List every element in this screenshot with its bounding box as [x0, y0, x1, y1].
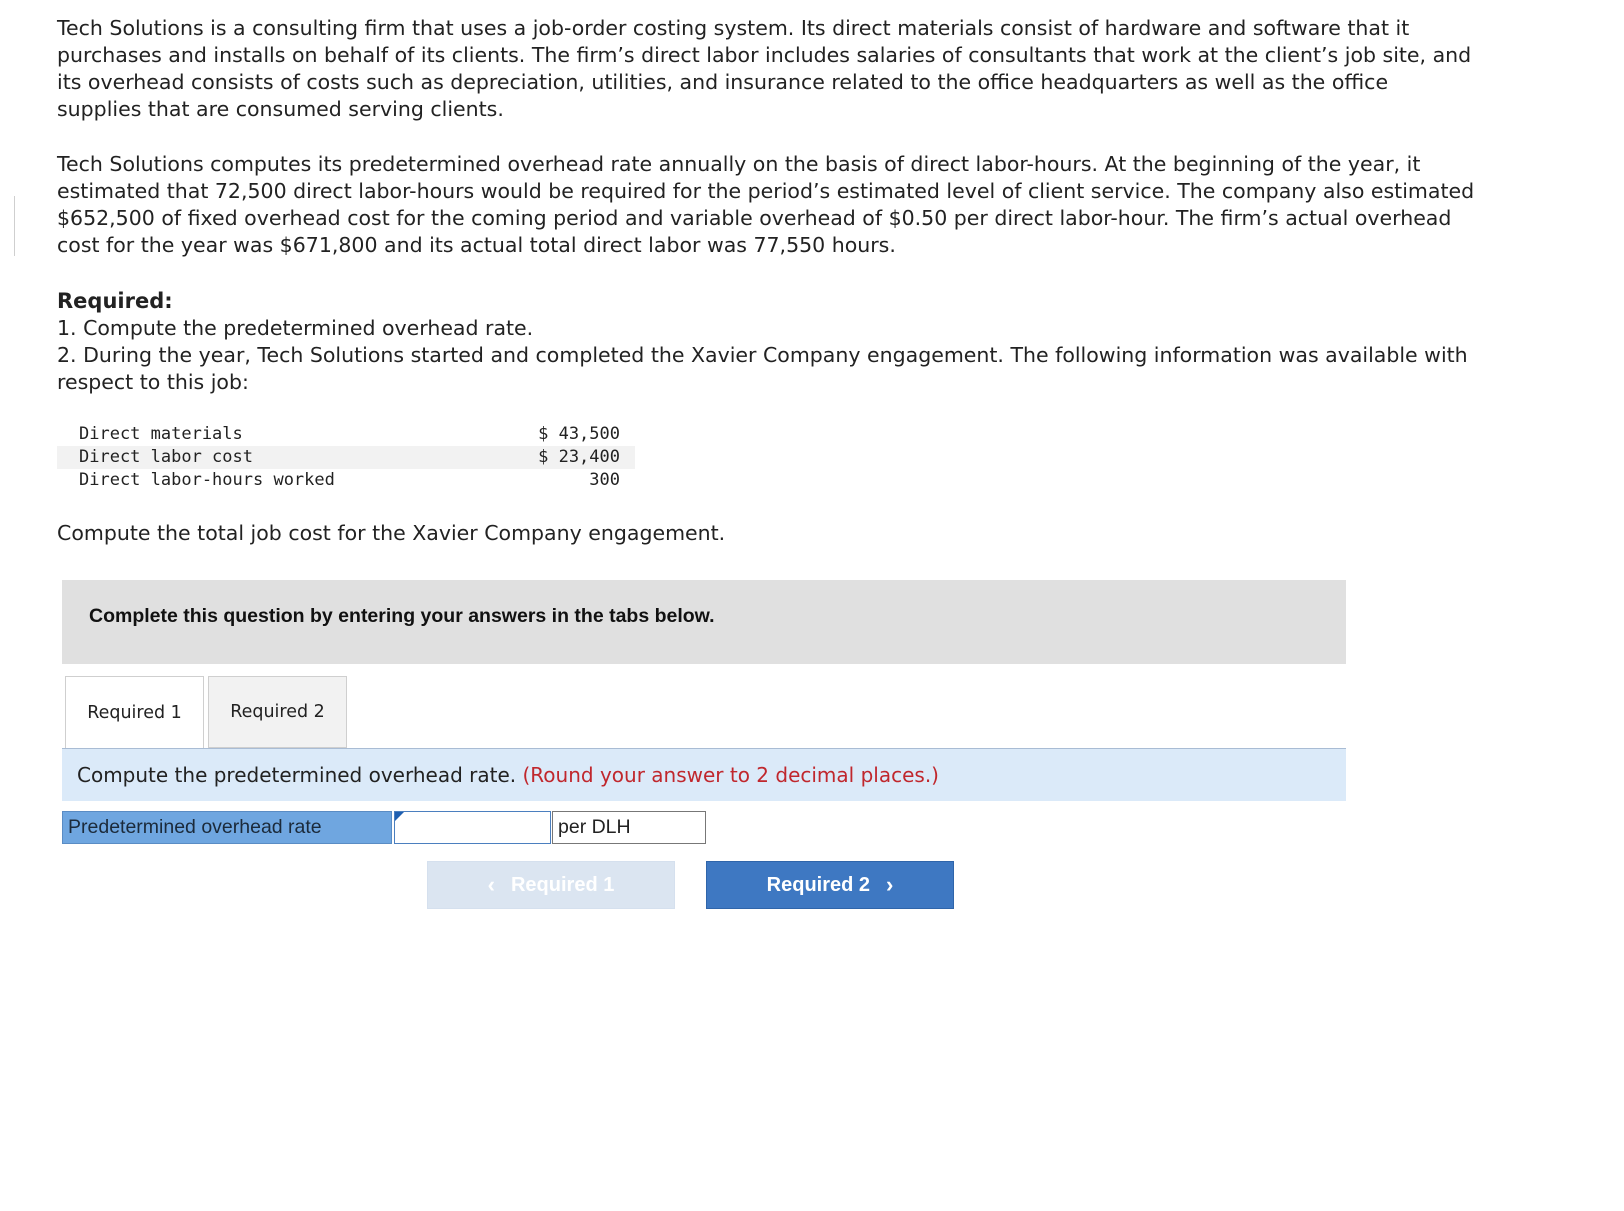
compute-total-instruction: Compute the total job cost for the Xavier Company engagement. [57, 521, 726, 545]
problem-paragraph-2: Tech Solutions computes its predetermined overhead rate annually on the basis of direct labor-hours. At the beginning of the year, it estimated that 72,500 direct labor-hours would be required for the period’s estimated level of client service. The company also estimated $652,500 of fixed overhead cost for the coming period and variable overhead of $0.50 per direct labor-hour. The firm’s actual overhead cost for the year was $671,800 and its actual total direct labor was 77,550 hours. [57, 152, 1475, 257]
instructions-text: Complete this question by entering your answers in the tabs below. [89, 605, 715, 627]
required-heading: Required: [57, 289, 173, 313]
required-item-1: 1. Compute the predetermined overhead rate. [57, 316, 534, 340]
tab-label: Required 2 [230, 702, 325, 722]
job-info-value: $ 23,400 [538, 447, 620, 467]
required-item-2: 2. During the year, Tech Solutions started and completed the Xavier Company engagement. The following information was available with respect to this job: [57, 343, 1468, 394]
answer-label: Predetermined overhead rate [62, 811, 392, 844]
rounding-hint: (Round your answer to 2 decimal places.) [522, 763, 939, 787]
prev-button-label: Required 1 [510, 873, 615, 896]
next-required-button[interactable] [706, 861, 954, 909]
table-row [57, 446, 635, 469]
left-margin-mark [0, 196, 15, 256]
job-info-label: Direct labor-hours worked [79, 470, 335, 490]
question-prompt-bar [62, 749, 1346, 801]
tab-required-2[interactable] [208, 676, 347, 748]
input-corner-marker [395, 812, 404, 821]
job-info-value: $ 43,500 [538, 424, 620, 444]
table-row [57, 423, 635, 446]
overhead-rate-input[interactable] [394, 811, 551, 844]
chevron-right-icon: › [886, 872, 894, 897]
problem-paragraph-1: Tech Solutions is a consulting firm that uses a job-order costing system. Its direct materials consist of hardware and software that it purchases and installs on behalf of its clients. The firm’s direct labor includes salaries of consultants that work at the client’s job site, and its overhead consists of costs such as depreciation, utilities, and insurance related to the office headquarters as well as the office supplies that are consumed serving clients. [57, 16, 1472, 121]
job-info-label: Direct labor cost [79, 447, 253, 467]
prev-required-button[interactable] [427, 861, 675, 909]
next-button-label: Required 2 [766, 873, 871, 896]
job-info-table [57, 423, 635, 492]
job-info-value: 300 [589, 470, 620, 490]
answer-unit: per DLH [552, 811, 706, 844]
table-row [57, 469, 635, 492]
question-prompt [77, 763, 939, 787]
tab-label: Required 1 [87, 703, 182, 723]
instructions-banner [62, 580, 1346, 664]
prompt-text: Compute the predetermined overhead rate. [77, 763, 517, 787]
tab-required-1[interactable] [65, 676, 204, 749]
job-info-label: Direct materials [79, 424, 243, 444]
chevron-left-icon: ‹ [487, 872, 495, 897]
